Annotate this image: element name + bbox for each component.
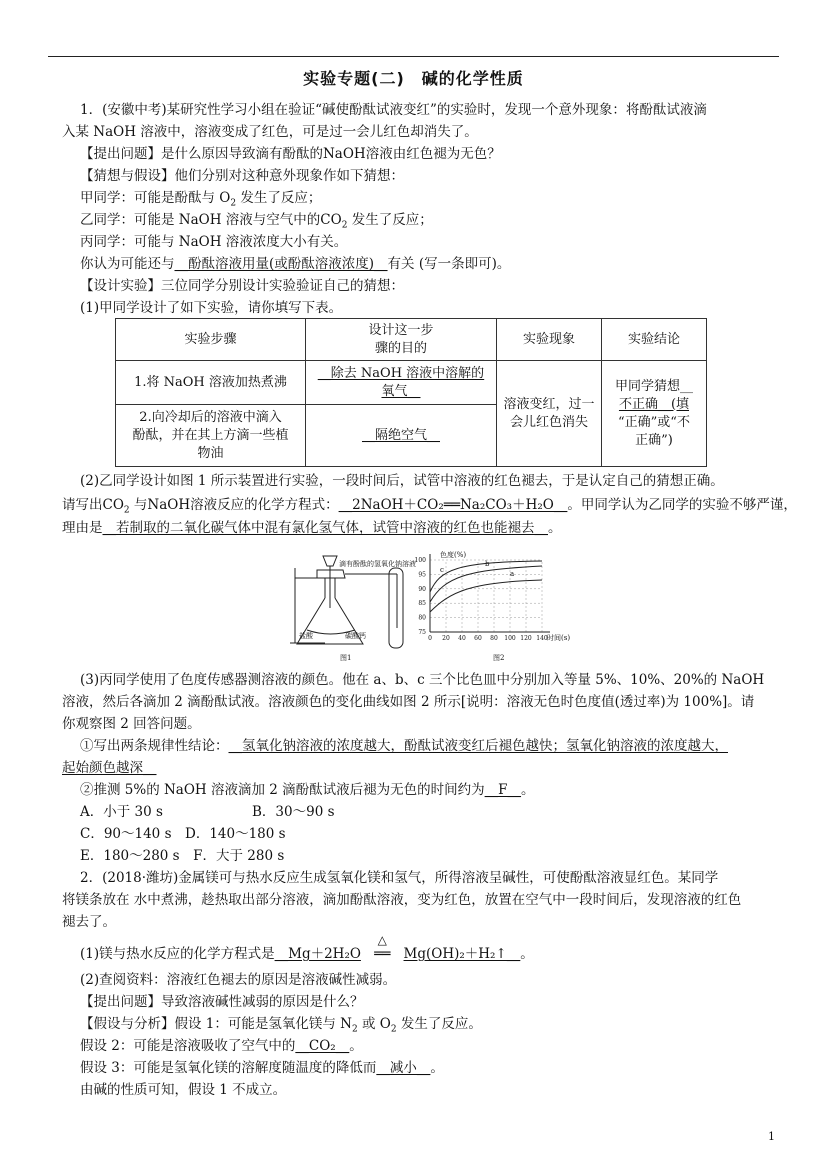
q1-p2-line1: (2)乙同学设计如图 1 所示装置进行实验，一段时间后，试管中溶液的红色褪去，于是认定自己的猜想正确。: [80, 473, 724, 489]
y-tick-label: 90: [418, 585, 426, 593]
q2-intro-line3: 褪去了。: [62, 914, 116, 930]
experiment-table: [115, 318, 707, 467]
x-tick-label: 0: [428, 635, 432, 642]
q1-yi: 乙同学：可能是 NaOH 溶液与空气中的$CO_2$ 发生了反应；: [80, 212, 433, 231]
table-header-step: 实验步骤: [116, 319, 306, 361]
figure2-chart: [415, 554, 550, 642]
fig2-xlabel: 时间(s): [547, 634, 571, 642]
q1-hypothesis: 【猜想与假设】他们分别对这种意外现象作如下猜想：: [80, 168, 404, 184]
table-step2: 2.向冷却后的溶液中滴入 酚酞，并在其上方滴一些植 物油: [116, 405, 306, 467]
fig1-caption: 图1: [340, 654, 352, 662]
x-tick-label: 60: [474, 635, 482, 642]
answer-reason: __若制取的二氧化碳气体中混有氯化氢气体，试管中溶液的红色也能褪去__: [102, 520, 548, 536]
delta-arrow: △ ══: [374, 933, 391, 962]
answer-conclusions: __氢氧化钠溶液的浓度越大，酚酞试液变红后褪色越快；氢氧化钠溶液的浓度越大，: [228, 738, 728, 754]
x-tick-label: 40: [458, 635, 466, 642]
option-ef: E．180～280 s F．大于 280 s: [80, 848, 285, 864]
y-tick-label: 100: [414, 557, 426, 564]
q2-h3: 假设 3：可能是氢氧化镁的溶解度随温度的降低而__减小__。: [80, 1060, 444, 1076]
table-conclusion: 甲同学猜想__ 不正确__(填 “正确”或“不 正确”): [602, 361, 707, 467]
q1-p3-line3: 你观察图 2 回答问题。: [62, 716, 201, 732]
q2-p1: (1)镁与热水反应的化学方程式是__Mg＋2H₂O △ ══ Mg(OH)₂＋H₂↑__。: [80, 933, 534, 962]
fig2-ylabel: 色度(%): [440, 551, 467, 559]
y-tick-label: 80: [418, 614, 426, 622]
option-b: B．30～90 s: [252, 804, 335, 820]
answer-decrease: __减小__: [376, 1060, 431, 1076]
answer-mg-equation: __Mg＋2H₂O: [274, 946, 361, 962]
page-number: 1: [768, 1130, 775, 1143]
q2-h2: 假设 2：可能是溶液吸收了空气中的__CO₂__。: [80, 1038, 363, 1054]
q1-intro-line2: 入某 NaOH 溶液中，溶液变成了红色，可是过一会儿红色却消失了。: [62, 124, 478, 140]
q1-question: 【提出问题】是什么原因导致滴有酚酞的NaOH溶液由红色褪为无色？: [80, 146, 501, 162]
x-tick-label: 80: [490, 635, 498, 642]
q2-p2: (2)查阅资料：溶液红色褪去的原因是溶液碱性减弱。: [80, 972, 397, 988]
table-header-phenomenon: 实验现象: [497, 319, 602, 361]
curve-b: [430, 566, 542, 602]
table-header-conclusion: 实验结论: [602, 319, 707, 361]
q1-p2-line2: 请写出$CO_2$ 与NaOH溶液反应的化学方程式：__2NaOH＋CO₂══Na₂CO₃＋H₂O__。甲同学认为乙同学的实验不够严谨，: [62, 497, 797, 516]
x-tick-label: 100: [504, 635, 516, 642]
q1-p3-line2: 溶液，然后各滴加 2 滴酚酞试液。溶液颜色的变化曲线如图 2 所示[说明：溶液无色时色度值(透过率)为 100%]。请: [62, 694, 755, 710]
q2-intro-line1: 2．(2018·潍坊)金属镁可与热水反应生成氢氧化镁和氢气，所得溶液呈碱性，可使酚酞溶液显红色。某同学: [80, 870, 719, 886]
answer-you: __酚酞溶液用量(或酚酞溶液浓度)__: [174, 256, 388, 272]
table-purpose2: __隔绝空气__: [306, 405, 497, 467]
fig1-solution-label: 滴有酚酞的氢氧化钠溶液: [339, 560, 416, 568]
option-a: A．小于 30 s: [80, 804, 163, 820]
fig1-carbonate-label: 碳酸钙: [345, 632, 366, 640]
answer-co2: __CO₂__: [295, 1038, 350, 1054]
curve-a: [430, 580, 542, 612]
q2-question: 【提出问题】导致溶液碱性减弱的原因是什么？: [80, 994, 364, 1010]
y-tick-label: 75: [418, 629, 426, 636]
table-step1: 1.将 NaOH 溶液加热煮沸: [116, 361, 306, 405]
q2-h1: 【假设与分析】假设 1：可能是氢氧化镁与 $N_2$ 或 $O_2$ 发生了反应。: [80, 1016, 482, 1035]
curve-label: a: [510, 570, 515, 578]
y-tick-label: 95: [418, 571, 426, 579]
q2-conclusion: 由碱的性质可知，假设 1 不成立。: [80, 1082, 287, 1098]
y-tick-label: 85: [418, 600, 426, 608]
answer-time: __F__: [484, 782, 522, 798]
header-rule: [48, 56, 779, 57]
table-purpose1: __除去 NaOH 溶液中溶解的 氧气__: [306, 361, 497, 405]
q1-p3-line1: (3)丙同学使用了色度传感器测溶液的颜色。他在 a、b、c 三个比色皿中分别加入等量 5%、10%、20%的 NaOH: [80, 672, 765, 688]
q1-design: 【设计实验】三位同学分别设计实验验证自己的猜想：: [80, 278, 404, 294]
q1-you: 你认为可能还与__酚酞溶液用量(或酚酞溶液浓度)__有关 (写一条即可)。: [80, 256, 511, 272]
q1-jia: 甲同学：可能是酚酞与 $O_2$ 发生了反应；: [80, 190, 322, 209]
table-phenomenon: 溶液变红，过一 会儿红色消失: [497, 361, 602, 467]
table-header-purpose: 设计这一步 骤的目的: [306, 319, 497, 361]
curve-label: c: [440, 566, 444, 574]
page-title: 实验专题(二) 碱的化学性质: [303, 69, 524, 88]
option-cd: C．90～140 s D．140～180 s: [80, 826, 286, 842]
q1-p3-conclusion-cont: 起始颜色越深__: [62, 760, 157, 776]
q1-jia-design: (1)甲同学设计了如下实验，请你填写下表。: [80, 300, 343, 316]
curve-label: b: [485, 560, 490, 568]
q2-intro-line2: 将镁条放在 水中煮沸，趁热取出部分溶液，滴加酚酞溶液，变为红色，放置在空气中一段时间后，发现溶液的红色: [62, 892, 742, 908]
fig2-caption: 图2: [493, 654, 505, 662]
fig1-acid-label: 盐酸: [299, 632, 313, 640]
answer-equation: __2NaOH＋CO₂══Na₂CO₃＋H₂O__: [338, 497, 568, 513]
x-tick-label: 120: [520, 635, 532, 642]
q1-bing: 丙同学：可能与 NaOH 溶液浓度大小有关。: [80, 234, 348, 250]
figures: [285, 548, 585, 663]
x-tick-label: 20: [442, 635, 450, 642]
q1-p3-estimate: ②推测 5%的 NaOH 溶液滴加 2 滴酚酞试液后褪为无色的时间约为__F__。: [80, 782, 535, 798]
q1-p2-line3: 理由是__若制取的二氧化碳气体中混有氯化氢气体，试管中溶液的红色也能褪去__。: [62, 520, 562, 536]
q1-intro-line1: 1．(安徽中考)某研究性学习小组在验证“碱使酚酞试液变红”的实验时，发现一个意外现象：将酚酞试液滴: [80, 102, 707, 118]
x-tick-label: 140: [536, 635, 548, 642]
q1-p3-conclusion: ①写出两条规律性结论：__氢氧化钠溶液的浓度越大，酚酞试液变红后褪色越快；氢氧化钠溶液的浓度越大，: [80, 738, 728, 754]
